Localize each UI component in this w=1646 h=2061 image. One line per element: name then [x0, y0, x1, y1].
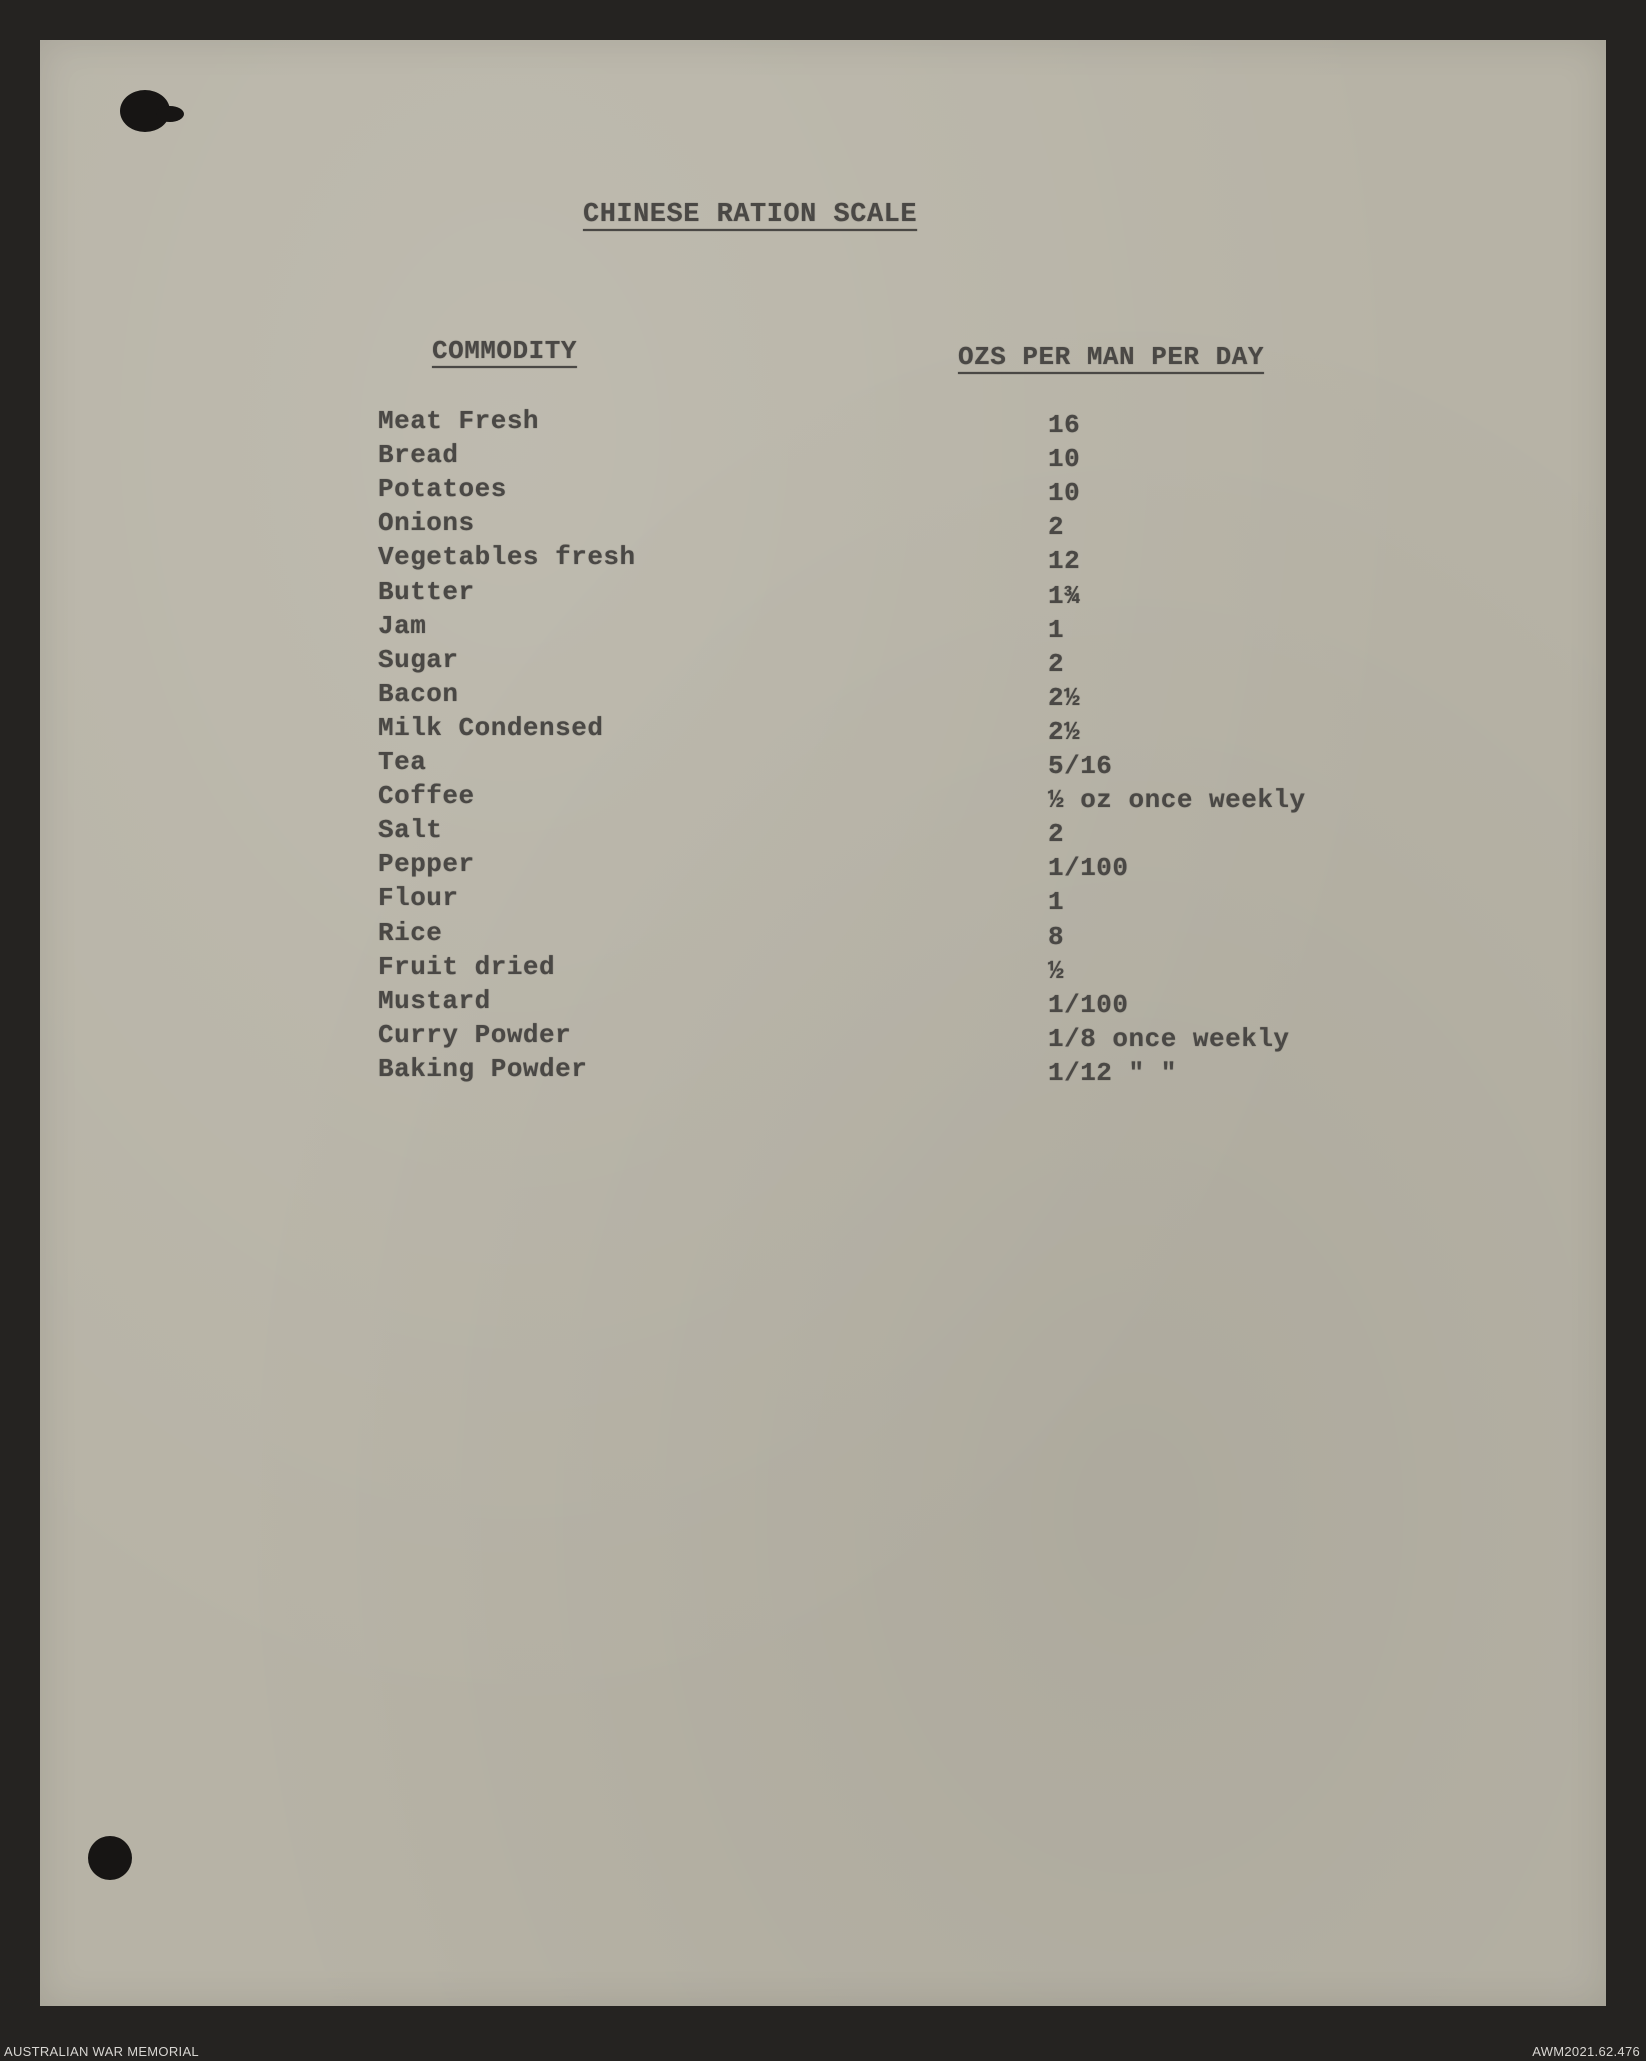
commodity-name: Tea — [378, 747, 427, 777]
commodity-quantity: 1 — [1048, 615, 1065, 645]
commodity-quantity: 2 — [1048, 512, 1065, 542]
commodity-quantity: 1/12 " " — [1048, 1058, 1177, 1088]
commodity-quantity: 1/8 once weekly — [1048, 1024, 1290, 1054]
commodity-quantity: ½ — [1048, 956, 1065, 986]
commodity-quantity: 1¾ — [1048, 581, 1081, 611]
commodity-quantity: 16 — [1048, 410, 1081, 440]
document-title: CHINESE RATION SCALE — [583, 200, 918, 230]
footer-institution: AUSTRALIAN WAR MEMORIAL — [4, 2044, 199, 2059]
commodity-name: Coffee — [378, 781, 475, 811]
commodity-name: Salt — [378, 815, 443, 845]
commodity-quantity: 12 — [1048, 546, 1081, 576]
commodity-name: Bacon — [378, 679, 459, 709]
commodity-quantity: 1 — [1048, 887, 1065, 917]
commodity-name: Mustard — [378, 986, 491, 1016]
commodity-name: Curry Powder — [378, 1020, 572, 1050]
commodity-quantity: 2 — [1048, 819, 1065, 849]
commodity-quantity: 8 — [1048, 922, 1065, 952]
commodity-name: Milk Condensed — [378, 713, 604, 743]
commodity-quantity: 1/100 — [1048, 853, 1129, 883]
commodity-quantity: 10 — [1048, 478, 1081, 508]
commodity-quantity: ½ oz once weekly — [1048, 785, 1306, 815]
footer-reference: AWM2021.62.476 — [1532, 2044, 1640, 2059]
commodity-quantity: 10 — [1048, 444, 1081, 474]
commodity-quantity: 5/16 — [1048, 751, 1113, 781]
commodity-name: Rice — [378, 918, 443, 948]
commodity-name: Pepper — [378, 849, 475, 879]
commodity-name: Fruit dried — [378, 952, 556, 982]
commodity-name: Butter — [378, 577, 475, 607]
commodity-quantity: 2½ — [1048, 717, 1081, 747]
commodity-name: Vegetables fresh — [378, 542, 636, 572]
commodity-name: Bread — [378, 440, 459, 470]
quantity-column-header: OZS PER MAN PER DAY — [958, 342, 1264, 372]
commodity-quantity: 1/100 — [1048, 990, 1129, 1020]
commodity-name: Sugar — [378, 645, 459, 675]
commodity-name: Flour — [378, 883, 459, 913]
commodity-name: Potatoes — [378, 474, 507, 504]
commodity-name: Baking Powder — [378, 1054, 588, 1084]
commodity-quantity: 2 — [1048, 649, 1065, 679]
commodity-column-header: COMMODITY — [432, 336, 577, 366]
commodity-name: Jam — [378, 611, 427, 641]
commodity-name: Onions — [378, 508, 475, 538]
commodity-name: Meat Fresh — [378, 406, 540, 436]
commodity-quantity: 2½ — [1048, 683, 1081, 713]
